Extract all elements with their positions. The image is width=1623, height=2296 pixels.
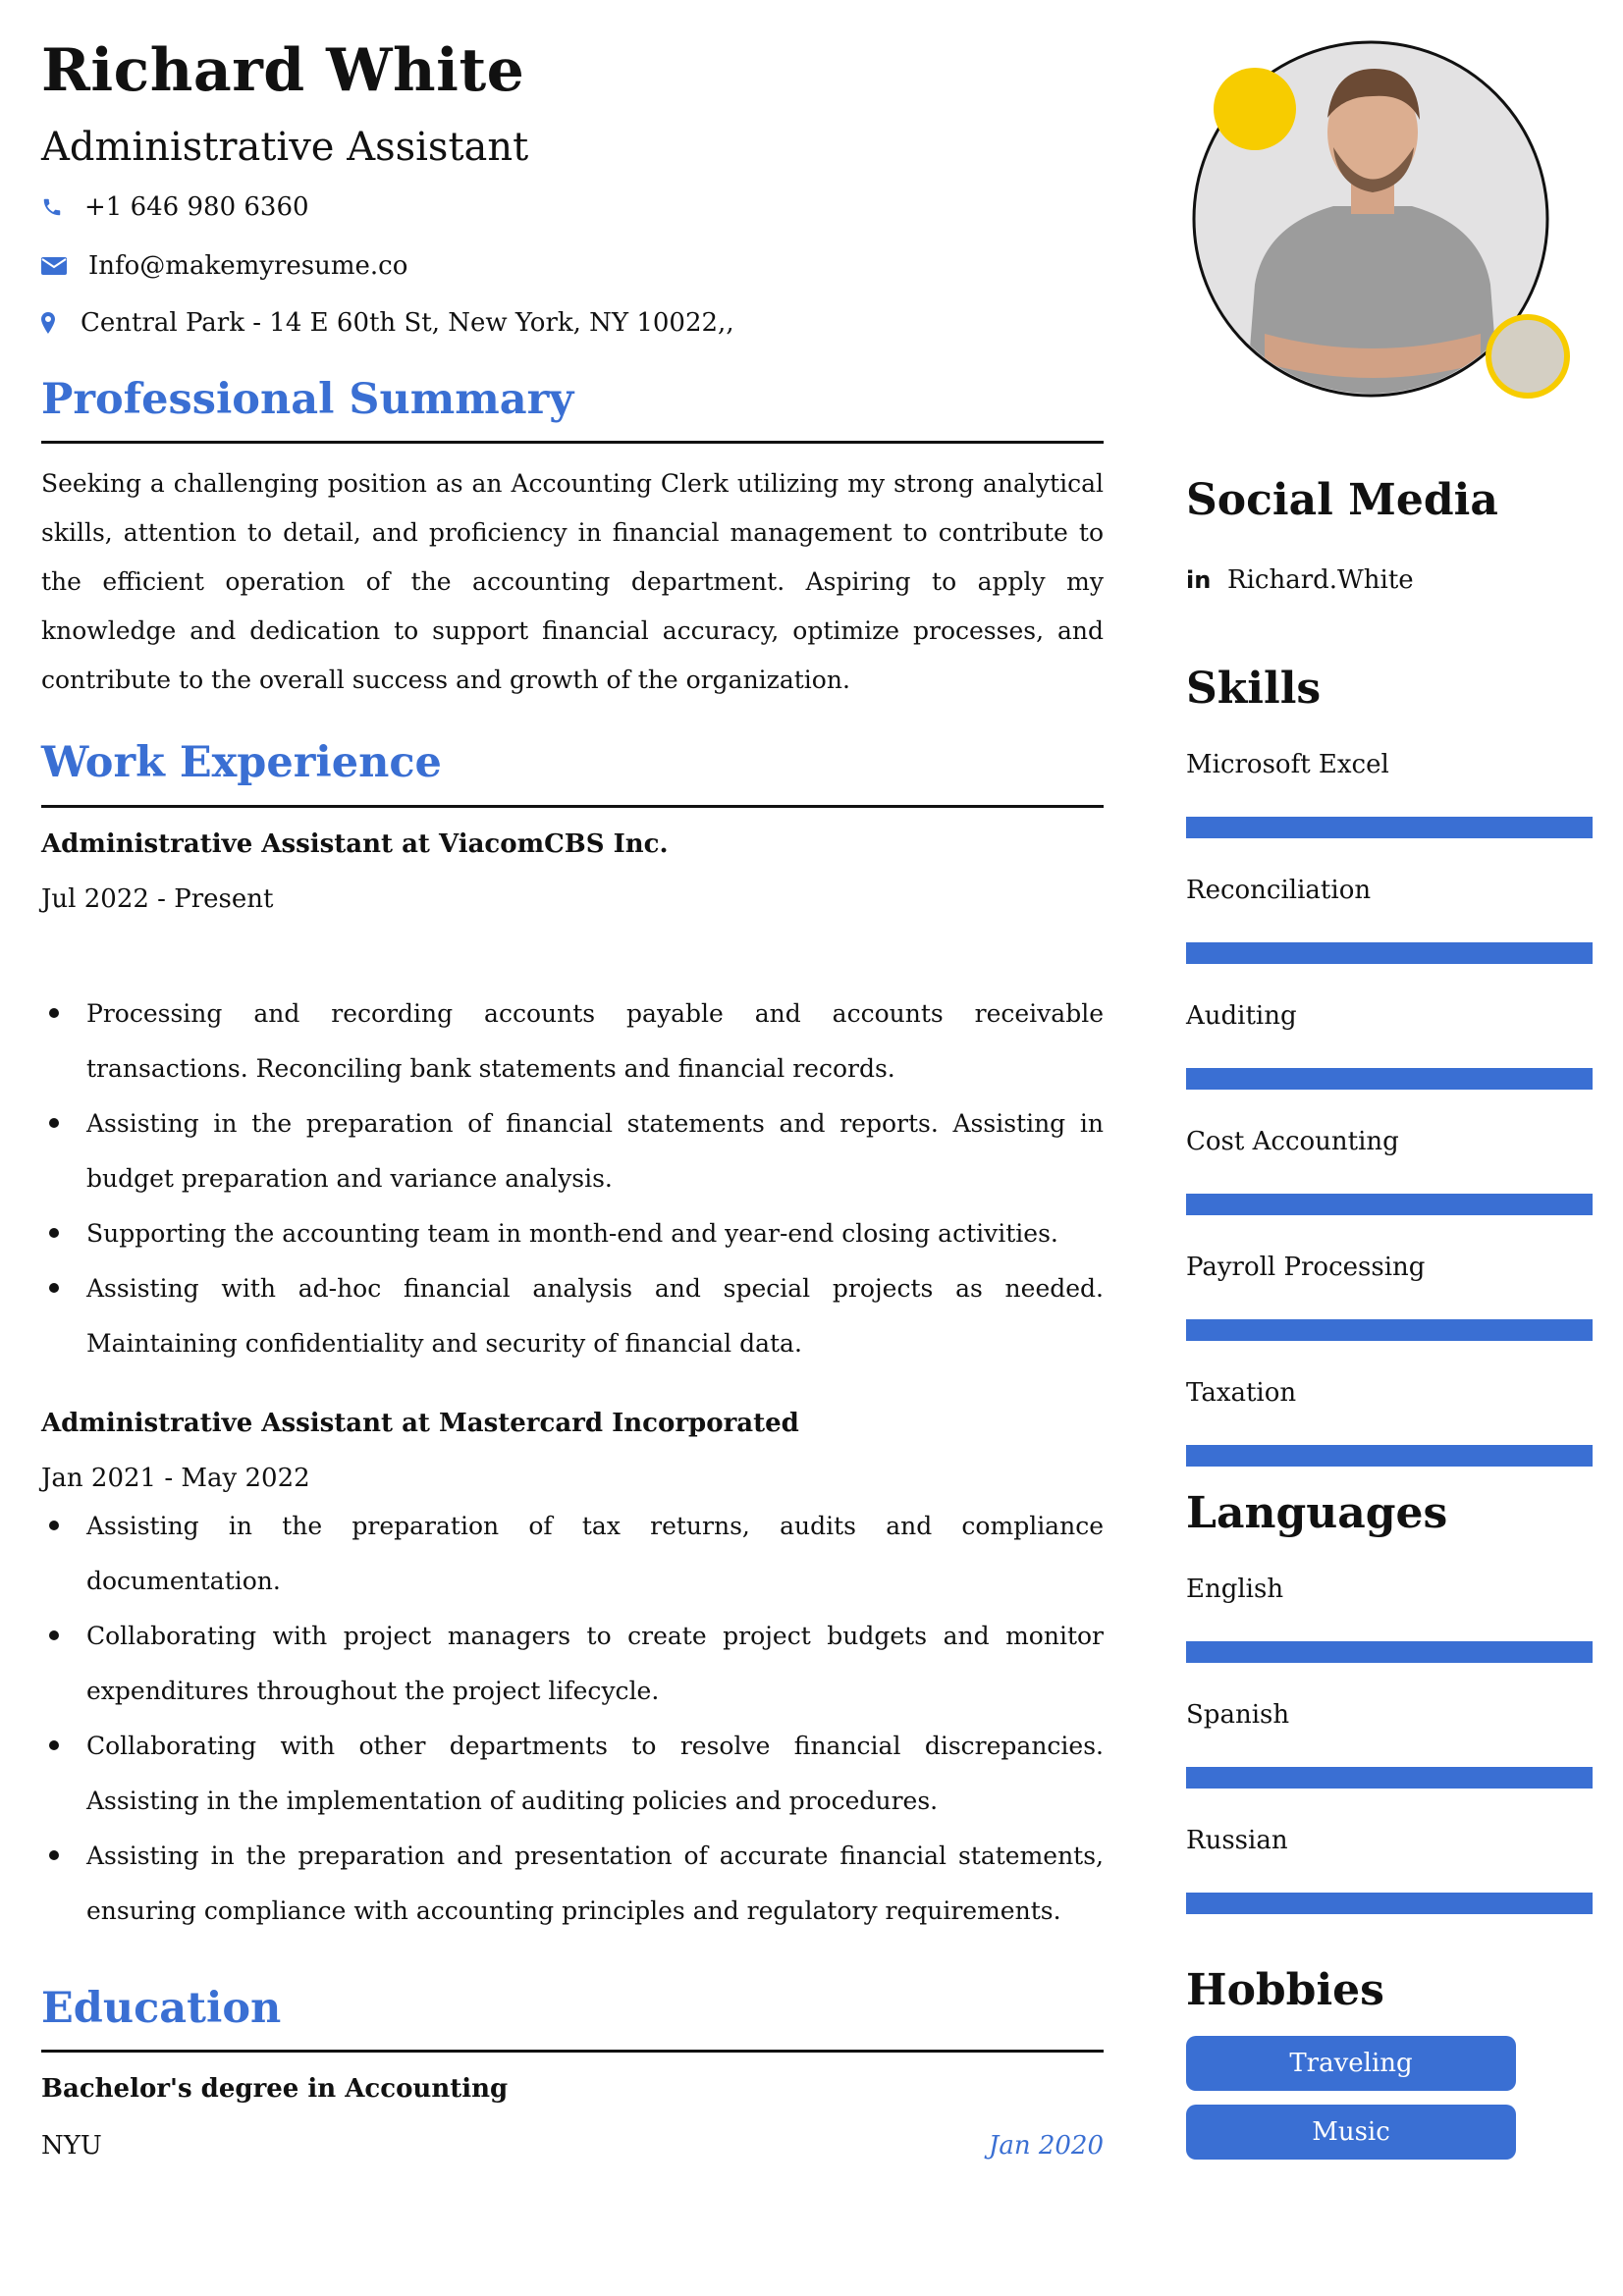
summary-section bbox=[41, 377, 1104, 705]
skill-item bbox=[1186, 878, 1593, 964]
hobby-pill: Traveling bbox=[1186, 2036, 1516, 2091]
job-bullet: Collaborating with other departments to resolve financial discrepancies. Assisting in the implementation of auditing policies and procedures. bbox=[41, 1719, 1104, 1829]
level-fill bbox=[1186, 1767, 1593, 1789]
social-heading: Social Media bbox=[1186, 475, 1498, 525]
skill-item bbox=[1186, 1380, 1593, 1467]
experience-heading: Work Experience bbox=[41, 740, 1104, 807]
skill-level-bar bbox=[1186, 817, 1593, 838]
level-fill bbox=[1186, 1445, 1593, 1467]
experience-section bbox=[41, 740, 1104, 1938]
hobbies-heading: Hobbies bbox=[1186, 1965, 1384, 2015]
level-fill bbox=[1186, 1641, 1593, 1663]
contact-phone bbox=[41, 188, 1104, 226]
education-section bbox=[41, 1983, 1104, 2161]
skill-item bbox=[1186, 1255, 1593, 1341]
level-fill bbox=[1186, 1068, 1593, 1090]
education-heading: Education bbox=[41, 1986, 1104, 2053]
skill-item bbox=[1186, 752, 1593, 838]
education-row bbox=[41, 2131, 1104, 2161]
skill-label: Taxation bbox=[1186, 1378, 1297, 1409]
candidate-title: Administrative Assistant bbox=[41, 125, 529, 170]
language-level-bar bbox=[1186, 1767, 1593, 1789]
language-item bbox=[1186, 1828, 1593, 1914]
linkedin-handle[interactable]: Richard.White bbox=[1227, 565, 1414, 596]
job-bullet: Assisting in the preparation of tax returns, audits and compliance documentation. bbox=[41, 1499, 1104, 1609]
education-date: Jan 2020 bbox=[988, 2130, 1104, 2161]
skill-label: Reconciliation bbox=[1186, 876, 1372, 906]
hobbies-section bbox=[1186, 1967, 1593, 2160]
linkedin-icon: in bbox=[1186, 566, 1212, 595]
level-fill bbox=[1186, 1893, 1593, 1914]
summary-text: Seeking a challenging position as an Accounting Clerk utilizing my strong analytical skills, attention to detail, and proficiency in financial management to contribute to the efficient operation of the accounting department. Aspiring to apply my knowledge and dedication to support financial accuracy, optimize processes, and contribute to the overall success and growth of the organization. bbox=[41, 469, 1104, 695]
job-bullets bbox=[41, 987, 1104, 1371]
candidate-name: Richard White bbox=[41, 36, 525, 105]
hobbies-list bbox=[1186, 2036, 1593, 2160]
skills-heading: Skills bbox=[1186, 664, 1322, 714]
skill-level-bar bbox=[1186, 942, 1593, 964]
skill-label: Auditing bbox=[1186, 1001, 1297, 1032]
phone-icon bbox=[41, 196, 75, 218]
language-label: Spanish bbox=[1186, 1700, 1290, 1731]
job-bullet: Assisting in the preparation and presentation of accurate financial statements, ensuring compliance with accounting principles and regulatory requirements. bbox=[41, 1829, 1104, 1939]
degree: Bachelor's degree in Accounting bbox=[41, 2073, 509, 2104]
language-label: English bbox=[1186, 1575, 1284, 1605]
summary-heading: Professional Summary bbox=[41, 377, 1104, 444]
linkedin-row bbox=[1186, 565, 1593, 595]
language-level-bar bbox=[1186, 1641, 1593, 1663]
skill-level-bar bbox=[1186, 1068, 1593, 1090]
level-fill bbox=[1186, 942, 1593, 964]
map-pin-icon bbox=[41, 312, 75, 334]
languages-heading: Languages bbox=[1186, 1488, 1448, 1538]
job-title: Administrative Assistant at Mastercard Incorporated bbox=[41, 1408, 799, 1438]
job-entry bbox=[41, 829, 1104, 1371]
language-level-bar bbox=[1186, 1893, 1593, 1914]
job-bullets bbox=[41, 1499, 1104, 1939]
languages-list bbox=[1186, 1576, 1593, 1914]
skill-item bbox=[1186, 1129, 1593, 1215]
hobby-pill: Music bbox=[1186, 2105, 1516, 2160]
level-fill bbox=[1186, 1319, 1593, 1341]
job-bullet: Collaborating with project managers to create project budgets and monitor expenditures throughout the project lifecycle. bbox=[41, 1609, 1104, 1719]
social-section bbox=[1186, 477, 1593, 595]
phone-number[interactable]: +1 646 980 6360 bbox=[84, 192, 309, 222]
language-item bbox=[1186, 1576, 1593, 1663]
skill-label: Cost Accounting bbox=[1186, 1127, 1399, 1157]
level-fill bbox=[1186, 817, 1593, 838]
languages-section bbox=[1186, 1490, 1593, 1914]
skill-level-bar bbox=[1186, 1319, 1593, 1341]
main-column bbox=[41, 29, 1104, 2161]
level-fill bbox=[1186, 1194, 1593, 1215]
skills-section bbox=[1186, 666, 1593, 1467]
language-item bbox=[1186, 1702, 1593, 1789]
contact-address bbox=[41, 304, 1104, 342]
job-bullet: Assisting with ad-hoc financial analysis and special projects as needed. Maintaining confidentiality and security of financial data. bbox=[41, 1261, 1104, 1371]
envelope-icon bbox=[41, 256, 75, 276]
job-dates: Jan 2021 - May 2022 bbox=[41, 1463, 310, 1493]
skill-item bbox=[1186, 1003, 1593, 1090]
address: Central Park - 14 E 60th St, New York, NY 10022,, bbox=[81, 308, 734, 338]
email-address[interactable]: Info@makemyresume.co bbox=[88, 251, 408, 281]
job-bullet: Processing and recording accounts payable and accounts receivable transactions. Reconciling bank statements and financial records. bbox=[41, 987, 1104, 1096]
skill-level-bar bbox=[1186, 1194, 1593, 1215]
profile-photo bbox=[1186, 39, 1579, 412]
skill-level-bar bbox=[1186, 1445, 1593, 1467]
contact-email bbox=[41, 247, 1104, 285]
school: NYU bbox=[41, 2130, 102, 2161]
skill-label: Microsoft Excel bbox=[1186, 750, 1389, 780]
job-dates: Jul 2022 - Present bbox=[41, 883, 274, 914]
skill-label: Payroll Processing bbox=[1186, 1253, 1426, 1283]
job-bullet: Supporting the accounting team in month-end and year-end closing activities. bbox=[41, 1206, 1104, 1261]
language-label: Russian bbox=[1186, 1826, 1288, 1856]
job-title: Administrative Assistant at ViacomCBS Inc. bbox=[41, 828, 669, 859]
skills-list bbox=[1186, 752, 1593, 1467]
job-entry bbox=[41, 1409, 1104, 1939]
job-bullet: Assisting in the preparation of financial statements and reports. Assisting in budget preparation and variance analysis. bbox=[41, 1096, 1104, 1206]
